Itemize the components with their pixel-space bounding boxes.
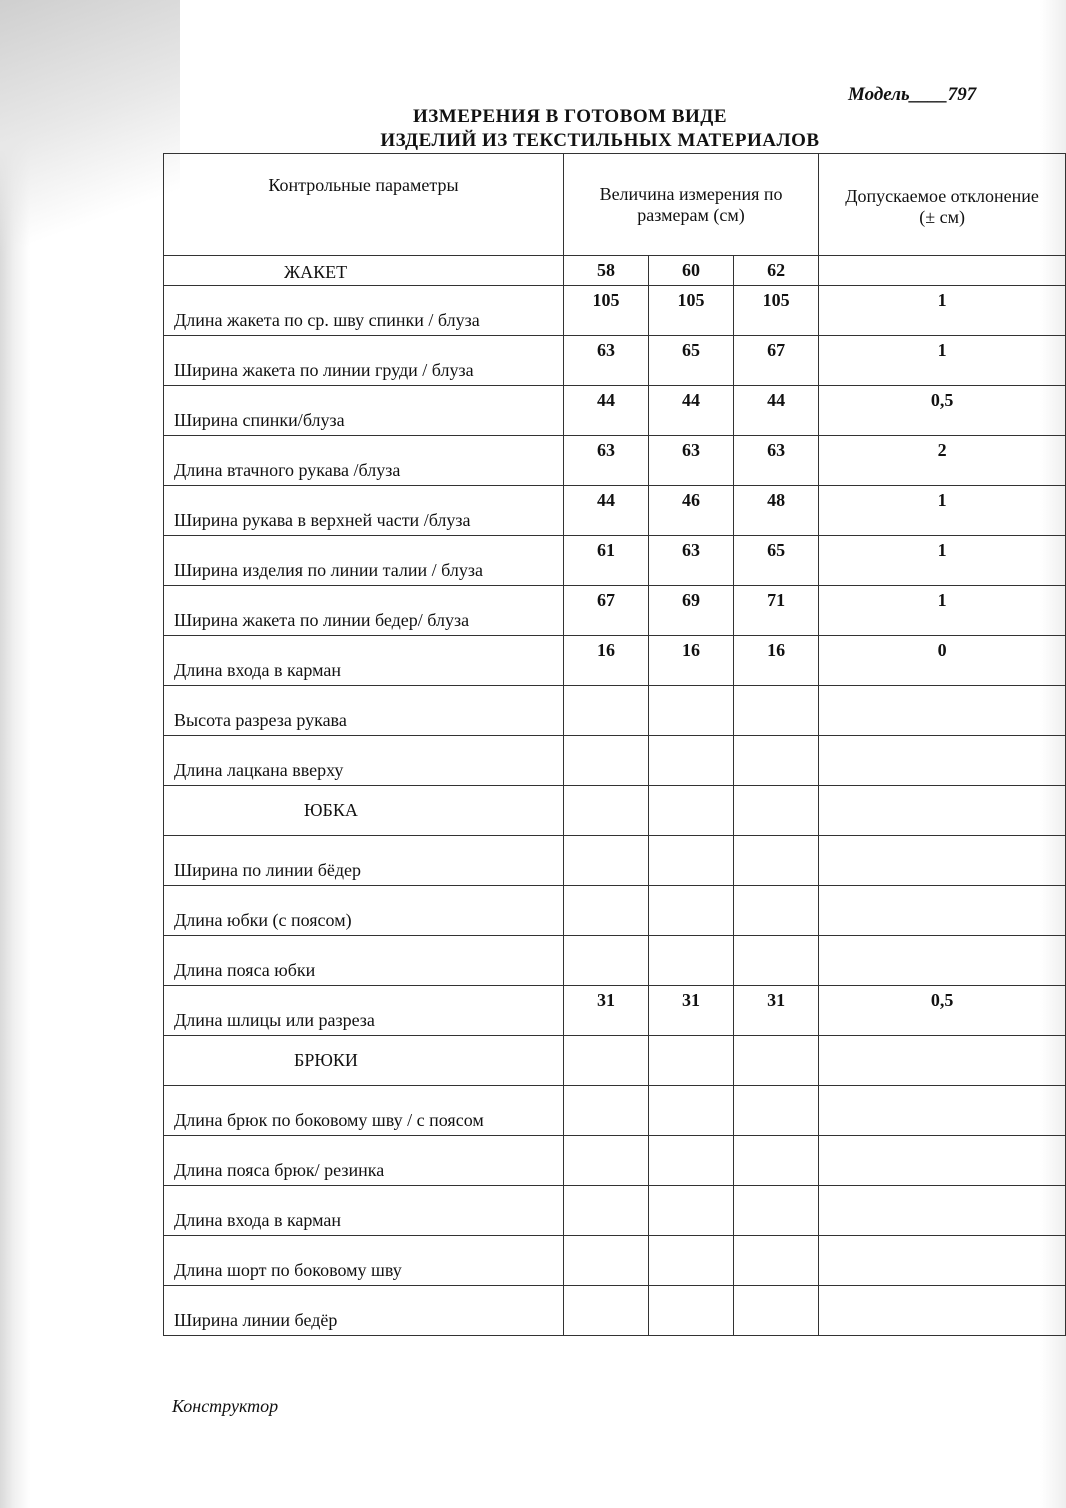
section-row: [164, 256, 1066, 286]
size-value-s3: [734, 786, 819, 836]
size-value-s3: [734, 1286, 819, 1336]
tolerance-value: [819, 256, 1066, 286]
param-cell: [164, 886, 564, 936]
size-value-s3: [734, 1086, 819, 1136]
param-cell: [164, 1236, 564, 1286]
size-value-s2: [649, 1286, 734, 1336]
size-value-s1: [563, 736, 648, 786]
size-value-s2: [649, 836, 734, 886]
size-value-s2: 105: [649, 286, 734, 336]
size-value-s2: [649, 1036, 734, 1086]
size-value-s2: 16: [649, 636, 734, 686]
size-value-s1: 63: [563, 436, 648, 486]
tolerance-value: [819, 836, 1066, 886]
size-value-s3: 65: [734, 536, 819, 586]
size-value-s3: 48: [734, 486, 819, 536]
size-value-s3: [734, 736, 819, 786]
size-value-s3: 105: [734, 286, 819, 336]
size-value-s2: 69: [649, 586, 734, 636]
table-row: [164, 1186, 1066, 1236]
table-row: [164, 1286, 1066, 1336]
param-cell: [164, 1186, 564, 1236]
param-cell: [164, 386, 564, 436]
size-value-s3: 63: [734, 436, 819, 486]
table-row: [164, 636, 1066, 686]
size-value-s1: [563, 1036, 648, 1086]
section-label: БРЮКИ: [294, 1050, 358, 1070]
size-value-s3: [734, 686, 819, 736]
tolerance-value: [819, 1186, 1066, 1236]
size-value-s3: 71: [734, 586, 819, 636]
table-row: [164, 336, 1066, 386]
header-param: [164, 154, 564, 256]
size-value-s1: 58: [563, 256, 648, 286]
tolerance-value: [819, 1136, 1066, 1186]
param-label: Длина лацкана вверху: [174, 760, 344, 780]
size-value-s2: 63: [649, 436, 734, 486]
param-label: Длина жакета по ср. шву спинки / блуза: [174, 310, 480, 330]
tolerance-value: [819, 886, 1066, 936]
size-value-s3: [734, 836, 819, 886]
size-value-s2: [649, 1086, 734, 1136]
size-value-s3: [734, 1036, 819, 1086]
size-value-s3: [734, 1136, 819, 1186]
param-cell: [164, 286, 564, 336]
tolerance-value: 0: [819, 636, 1066, 686]
tolerance-value: [819, 1036, 1066, 1086]
table-row: [164, 1236, 1066, 1286]
param-label: Ширина рукава в верхней части /блуза: [174, 510, 471, 530]
param-label: Длина входа в карман: [174, 660, 342, 680]
header-param-label: Контрольные параметры: [268, 174, 459, 195]
header-size-label: Величина измерения по размерам (см): [599, 183, 783, 225]
size-value-s2: [649, 736, 734, 786]
size-value-s2: 65: [649, 336, 734, 386]
tolerance-value: 1: [819, 536, 1066, 586]
param-label: Высота разреза рукава: [174, 710, 347, 730]
measurements-table-body: [164, 154, 1066, 1336]
tolerance-value: 1: [819, 286, 1066, 336]
size-value-s1: 16: [563, 636, 648, 686]
param-cell: [164, 536, 564, 586]
param-cell: [164, 836, 564, 886]
table-row: [164, 1136, 1066, 1186]
param-label: Длина юбки (с поясом): [174, 910, 352, 930]
size-value-s2: [649, 786, 734, 836]
header-size: [563, 154, 818, 256]
size-value-s3: 44: [734, 386, 819, 436]
param-cell: [164, 936, 564, 986]
param-cell: [164, 636, 564, 686]
section-row: [164, 786, 1066, 836]
measurements-table: [163, 153, 1066, 1336]
param-cell: [164, 686, 564, 736]
param-label: Длина шорт по боковому шву: [174, 1260, 402, 1280]
param-cell: [164, 736, 564, 786]
param-label: Длина входа в карман: [174, 1210, 342, 1230]
size-value-s1: [563, 836, 648, 886]
size-value-s2: [649, 886, 734, 936]
tolerance-value: 2: [819, 436, 1066, 486]
size-value-s1: [563, 1286, 648, 1336]
size-value-s1: [563, 1186, 648, 1236]
size-value-s1: 67: [563, 586, 648, 636]
param-cell: [164, 586, 564, 636]
tolerance-value: 1: [819, 486, 1066, 536]
param-cell: [164, 786, 564, 836]
tolerance-value: 0,5: [819, 386, 1066, 436]
tolerance-value: [819, 1086, 1066, 1136]
table-row: [164, 286, 1066, 336]
size-value-s1: [563, 786, 648, 836]
size-value-s2: [649, 686, 734, 736]
param-label: Ширина спинки/блуза: [174, 410, 345, 430]
table-row: [164, 736, 1066, 786]
size-value-s3: 62: [734, 256, 819, 286]
size-value-s3: [734, 1186, 819, 1236]
size-value-s2: [649, 1236, 734, 1286]
size-value-s1: 44: [563, 486, 648, 536]
tolerance-value: [819, 1286, 1066, 1336]
size-value-s3: [734, 1236, 819, 1286]
table-row: [164, 386, 1066, 436]
tolerance-value: [819, 786, 1066, 836]
param-cell: [164, 1036, 564, 1086]
param-cell: [164, 436, 564, 486]
section-row: [164, 1036, 1066, 1086]
size-value-s2: [649, 1136, 734, 1186]
size-value-s2: 31: [649, 986, 734, 1036]
table-header-row: [164, 154, 1066, 206]
section-label: ЖАКЕТ: [284, 262, 348, 282]
param-label: Ширина изделия по линии талии / блуза: [174, 560, 483, 580]
size-value-s3: [734, 936, 819, 986]
param-cell: [164, 256, 564, 286]
param-cell: [164, 486, 564, 536]
size-value-s3: [734, 886, 819, 936]
size-value-s2: [649, 1186, 734, 1236]
param-label: Длина втачного рукава /блуза: [174, 460, 401, 480]
tolerance-value: 1: [819, 586, 1066, 636]
model-number: Модель____797: [848, 84, 977, 105]
header-tolerance-label: Допускаемое отклонение (± см): [845, 185, 1039, 227]
size-value-s2: 46: [649, 486, 734, 536]
param-cell: [164, 1286, 564, 1336]
param-label: Ширина жакета по линии бедер/ блуза: [174, 610, 470, 630]
size-value-s1: [563, 686, 648, 736]
param-label: Длина пояса брюк/ резинка: [174, 1160, 385, 1180]
header-tolerance: [819, 154, 1066, 256]
title-line-1: ИЗМЕРЕНИЯ В ГОТОВОМ ВИДЕ: [412, 106, 728, 127]
size-value-s2: 63: [649, 536, 734, 586]
table-row: [164, 986, 1066, 1036]
table-row: [164, 536, 1066, 586]
param-cell: [164, 986, 564, 1036]
size-value-s1: [563, 936, 648, 986]
size-value-s2: 60: [649, 256, 734, 286]
table-row: [164, 436, 1066, 486]
table-row: [164, 686, 1066, 736]
size-value-s1: 31: [563, 986, 648, 1036]
param-cell: [164, 1136, 564, 1186]
size-value-s2: [649, 936, 734, 986]
table-row: [164, 836, 1066, 886]
param-label: Ширина линии бедёр: [174, 1310, 338, 1330]
table-row: [164, 886, 1066, 936]
size-value-s1: 105: [563, 286, 648, 336]
size-value-s1: 63: [563, 336, 648, 386]
table-row: [164, 936, 1066, 986]
param-label: Длина брюк по боковому шву / с поясом: [174, 1110, 484, 1130]
size-value-s1: [563, 1136, 648, 1186]
size-value-s1: [563, 886, 648, 936]
tolerance-value: [819, 936, 1066, 986]
table-row: [164, 586, 1066, 636]
size-value-s1: [563, 1086, 648, 1136]
tolerance-value: [819, 686, 1066, 736]
page-fold-shadow: [0, 0, 180, 300]
param-label: Длина пояса юбки: [174, 960, 316, 980]
tolerance-value: 1: [819, 336, 1066, 386]
size-value-s1: 61: [563, 536, 648, 586]
size-value-s3: 16: [734, 636, 819, 686]
param-label: Ширина жакета по линии груди / блуза: [174, 360, 474, 380]
section-label: ЮБКА: [304, 800, 358, 820]
size-value-s1: [563, 1236, 648, 1286]
param-cell: [164, 1086, 564, 1136]
param-label: Длина шлицы или разреза: [174, 1010, 375, 1030]
param-cell: [164, 336, 564, 386]
size-value-s3: 31: [734, 986, 819, 1036]
table-row: [164, 486, 1066, 536]
tolerance-value: [819, 1236, 1066, 1286]
constructor-label: Конструктор: [172, 1396, 279, 1416]
tolerance-value: [819, 736, 1066, 786]
param-label: Ширина по линии бёдер: [174, 860, 361, 880]
tolerance-value: 0,5: [819, 986, 1066, 1036]
size-value-s1: 44: [563, 386, 648, 436]
table-row: [164, 1086, 1066, 1136]
size-value-s3: 67: [734, 336, 819, 386]
title-line-2: ИЗДЕЛИЙ ИЗ ТЕКСТИЛЬНЫХ МАТЕРИАЛОВ: [380, 130, 820, 151]
size-value-s2: 44: [649, 386, 734, 436]
